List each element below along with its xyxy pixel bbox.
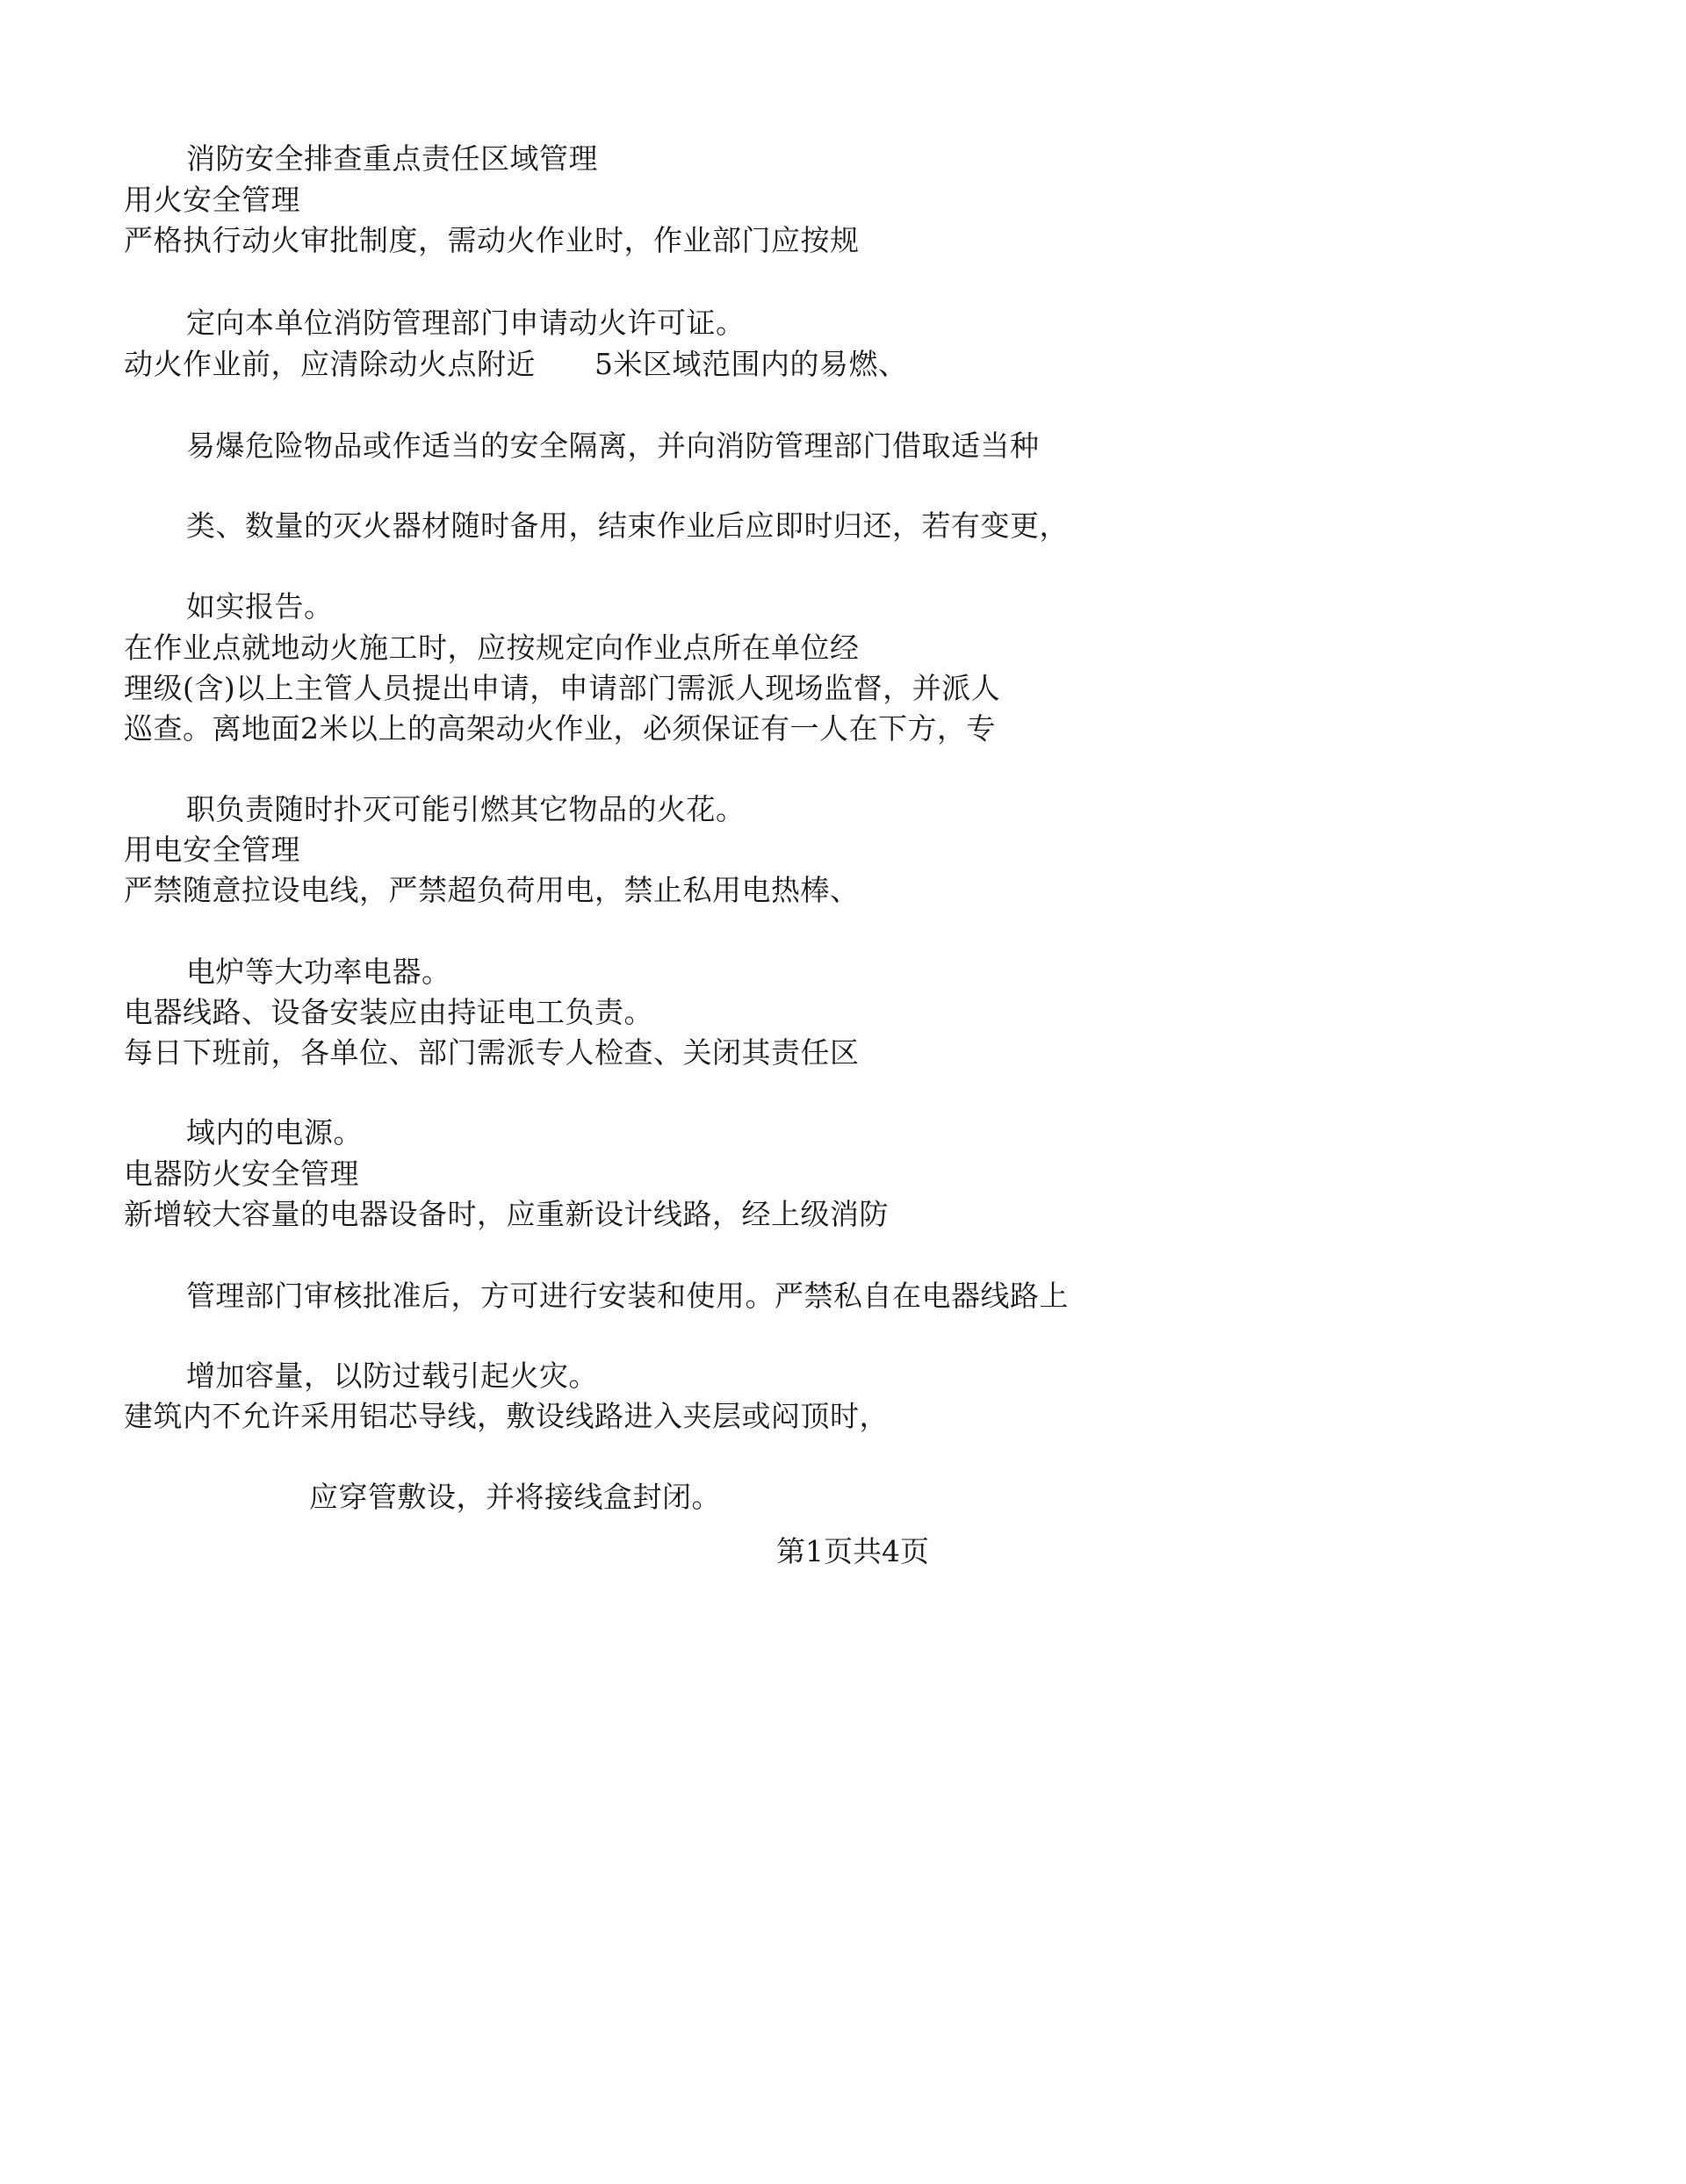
section-title-fire-safety-zones: 消防安全排查重点责任区域管理 xyxy=(186,141,598,176)
text-line: 增加容量，以防过载引起火灾。 xyxy=(186,1359,598,1393)
text-line: 每日下班前，各单位、部门需派专人检查、关闭其责任区 xyxy=(124,1035,860,1070)
heading-electricity-safety: 用电安全管理 xyxy=(124,833,300,867)
heading-electrical-fire-prevention: 电器防火安全管理 xyxy=(124,1157,359,1191)
text-line: 建筑内不允许采用铝芯导线，敷设线路进入夹层或闷顶时， xyxy=(124,1399,889,1433)
text-line: 定向本单位消防管理部门申请动火许可证。 xyxy=(186,306,746,340)
text-line: 易爆危险物品或作适当的安全隔离，并向消防管理部门借取适当种 xyxy=(186,429,1040,463)
page-number-footer: 第1页共4页 xyxy=(776,1534,929,1568)
text-line: 巡查。离地面2米以上的高架动火作业，必须保证有一人在下方，专 xyxy=(124,711,996,746)
text-line: 新增较大容量的电器设备时，应重新设计线路，经上级消防 xyxy=(124,1197,889,1231)
text-line: 电炉等大功率电器。 xyxy=(186,955,451,989)
text-line: 管理部门审核批准后，方可进行安装和使用。严禁私自在电器线路上 xyxy=(186,1279,1069,1313)
text-line: 理级(含)以上主管人员提出申请，申请部门需派人现场监督，并派人 xyxy=(124,671,1001,705)
text-line: 电器线路、设备安装应由持证电工负责。 xyxy=(124,995,653,1029)
text-line: 动火作业前，应清除动火点附近 5米区域范围内的易燃、 xyxy=(124,347,908,381)
text-line: 应穿管敷设，并将接线盒封闭。 xyxy=(309,1480,721,1514)
text-line: 在作业点就地动火施工时，应按规定向作业点所在单位经 xyxy=(124,631,860,665)
text-line: 严格执行动火审批制度，需动火作业时，作业部门应按规 xyxy=(124,223,860,257)
heading-fire-use-safety: 用火安全管理 xyxy=(124,183,300,217)
text-line: 严禁随意拉设电线，严禁超负荷用电，禁止私用电热棒、 xyxy=(124,873,860,907)
text-line: 职负责随时扑灭可能引燃其它物品的火花。 xyxy=(186,792,746,826)
text-line: 类、数量的灭火器材随时备用，结束作业后应即时归还，若有变更， xyxy=(186,508,1069,543)
text-line: 如实报告。 xyxy=(186,589,334,623)
text-line: 域内的电源。 xyxy=(186,1115,363,1150)
